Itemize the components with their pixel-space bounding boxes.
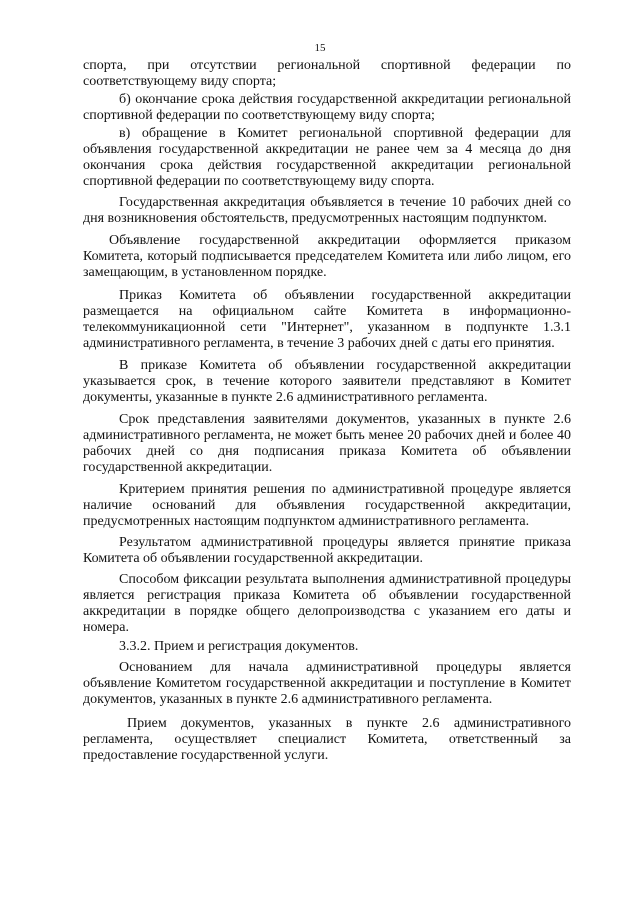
paragraph: Результатом административной процедуры является принятие приказа Комитета об объявлении государственной аккредитации. xyxy=(83,535,571,566)
paragraph: б) окончание срока действия государственной аккредитации региональной спортивной федерации по соответствующему виду спорта; xyxy=(83,92,571,123)
document-body xyxy=(83,58,571,764)
page-number: 15 xyxy=(314,42,326,54)
paragraph: Объявление государственной аккредитации оформляется приказом Комитета, который подписывается председателем Комитета или либо лицом, его замещающим, в установленном порядке. xyxy=(83,233,571,280)
paragraph: Критерием принятия решения по административной процедуре является наличие оснований для объявления государственной аккредитации, предусмотренных настоящим подпунктом административного регламента. xyxy=(83,482,571,529)
paragraph: спорта, при отсутствии региональной спортивной федерации по соответствующему виду спорта; xyxy=(83,58,571,89)
paragraph: в) обращение в Комитет региональной спортивной федерации для объявления государственной аккредитации не ранее чем за 4 месяца до дня окончания срока действия государственной аккредитации региональной спортивной федерации по соответствующему виду спорта. xyxy=(83,126,571,189)
paragraph: В приказе Комитета об объявлении государственной аккредитации указывается срок, в течение которого заявители представляют в Комитет документы, указанные в пункте 2.6 административного регламента. xyxy=(83,358,571,405)
paragraph: Прием документов, указанных в пункте 2.6 административного регламента, осуществляет специалист Комитета, ответственный за предоставление государственной услуги. xyxy=(83,716,571,763)
section-heading: 3.3.2. Прием и регистрация документов. xyxy=(119,639,359,654)
paragraph: Приказ Комитета об объявлении государственной аккредитации размещается на официальном сайте Комитета в информационно-телекоммуникационной сети "Интернет", указанном в подпункте 1.3.1 административного регламента, в течение 3 рабочих дней с даты его принятия. xyxy=(83,288,571,351)
paragraph: Государственная аккредитация объявляется в течение 10 рабочих дней со дня возникновения обстоятельств, предусмотренных настоящим подпунктом. xyxy=(83,195,571,226)
paragraph: Основанием для начала административной процедуры является объявление Комитетом государственной аккредитации и поступление в Комитет документов, указанных в пункте 2.6 административного регламента. xyxy=(83,660,571,707)
paragraph: Срок представления заявителями документов, указанных в пункте 2.6 административного регламента, не может быть менее 20 рабочих дней и более 40 рабочих дней со дня подписания приказа Комитета об объявлении государственной аккредитации. xyxy=(83,412,571,475)
paragraph: Способом фиксации результата выполнения административной процедуры является регистрация приказа Комитета об объявлении государственной аккредитации в порядке общего делопроизводства с указанием его даты и номера. xyxy=(83,572,571,635)
